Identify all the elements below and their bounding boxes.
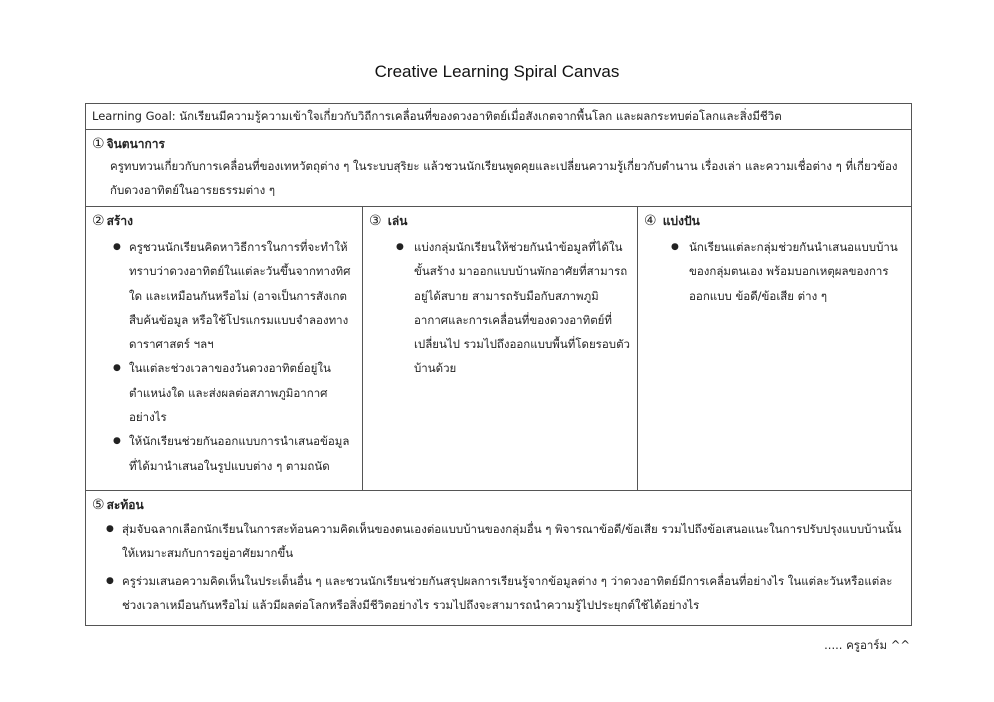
imagine-section [86, 129, 911, 206]
step-number-3: ③ [369, 213, 382, 229]
list-item: ● สุ่มจับฉลากเลือกนักเรียนในการสะท้อนความคิดเห็นของตนเองต่อแบบบ้านของกลุ่มอื่น ๆ พิจารณาข้อดี/ข้อเสีย รวมไปถึงข้อเสนอแนะในการปรับปรุงแบบบ้านนั้นให้เหมาะสมกับการอยู่อาศัยมากขึ้น [122, 517, 905, 565]
list-item: ● ให้นักเรียนช่วยกันออกแบบการนำเสนอข้อมูลที่ได้มานำเสนอในรูปแบบต่าง ๆ ตามถนัด [129, 429, 356, 478]
play-heading-label: เล่น [387, 214, 408, 228]
create-heading-label: สร้าง [106, 214, 133, 228]
share-heading-label: แบ่งปัน [662, 214, 700, 228]
share-heading [644, 211, 905, 231]
imagine-text: ครูทบทวนเกี่ยวกับการเคลื่อนที่ของเทหวัตถุต่าง ๆ ในระบบสุริยะ แล้วชวนนักเรียนพูดคุยและเปลี่ยนความรู้เกี่ยวกับตำนาน เรื่องเล่า และความเชื่อต่าง ๆ ที่เกี่ยวข้องกับดวงอาทิตย์ในอารยธรรมต่าง ๆ [110, 159, 898, 197]
list-item: ● แบ่งกลุ่มนักเรียนให้ช่วยกันนำข้อมูลที่ได้ในขั้นสร้าง มาออกแบบบ้านพักอาศัยที่สามารถอยู่ได้สบาย สามารถรับมือกับสภาพภูมิอากาศและการเคลื่อนที่ของดวงอาทิตย์ที่เปลี่ยนไป รวมไปถึงออกแบบพื้นที่โดยรอบตัวบ้านด้วย [414, 235, 631, 381]
learning-goal-text: นักเรียนมีความรู้ความเข้าใจเกี่ยวกับวิถีการเคลื่อนที่ของดวงอาทิตย์เมื่อสังเกตจากพื้นโลก และผลกระทบต่อโลกและสิ่งมีชีวิต [175, 109, 782, 123]
list-item: ● ครูชวนนักเรียนคิดหาวิธีการในการที่จะทำให้ทราบว่าดวงอาทิตย์ในแต่ละวันขึ้นจากทางทิศใด และเหมือนกันหรือไม่ (อาจเป็นการสังเกต สืบค้นข้อมูล หรือใช้โปรแกรมแบบจำลองทางดาราศาสตร์ ฯลฯ [129, 235, 356, 356]
imagine-heading-label: จินตนาการ [106, 137, 165, 151]
step-number-2: ② [92, 213, 105, 229]
document-title: Creative Learning Spiral Canvas [374, 62, 620, 81]
create-section [86, 207, 362, 490]
reflect-list [92, 517, 905, 617]
reflect-heading [92, 495, 905, 515]
list-item: ● ในแต่ละช่วงเวลาของวันดวงอาทิตย์อยู่ในตำแหน่งใด และส่งผลต่อสภาพภูมิอากาศอย่างไร [129, 356, 356, 429]
step-number-5: ⑤ [92, 497, 105, 513]
reflect-section [86, 490, 911, 625]
play-list [369, 235, 631, 381]
create-play-share-row [86, 206, 911, 490]
learning-goal-row [86, 104, 911, 129]
imagine-heading [92, 134, 905, 154]
spiral-canvas-table [85, 103, 912, 626]
play-heading [369, 211, 631, 231]
learning-goal-label: Learning Goal: [92, 109, 176, 123]
create-list [92, 235, 356, 478]
step-number-4: ④ [644, 213, 657, 229]
reflect-heading-label: สะท้อน [106, 498, 144, 512]
share-list [644, 235, 905, 308]
play-section [362, 207, 637, 490]
share-section [637, 207, 911, 490]
step-number-1: ① [92, 136, 105, 152]
list-item: ● ครูร่วมเสนอความคิดเห็นในประเด็นอื่น ๆ และชวนนักเรียนช่วยกันสรุปผลการเรียนรู้จากข้อมูลต่าง ๆ ว่าดวงอาทิตย์มีการเคลื่อนที่อย่างไร ในแต่ละวันหรือแต่ละช่วงเวลาเหมือนกันหรือไม่ แล้วมีผลต่อโลกหรือสิ่งมีชีวิตอย่างไร รวมไปถึงจะสามารถนำความรู้ไปประยุกต์ใช้ได้อย่างไร [122, 569, 905, 617]
author-signature: ..... ครูอาร์ม ^^ [824, 638, 910, 652]
create-heading [92, 211, 356, 231]
list-item: ● นักเรียนแต่ละกลุ่มช่วยกันนำเสนอแบบบ้านของกลุ่มตนเอง พร้อมบอกเหตุผลของการออกแบบ ข้อดี/ข้อเสีย ต่าง ๆ [689, 235, 905, 308]
